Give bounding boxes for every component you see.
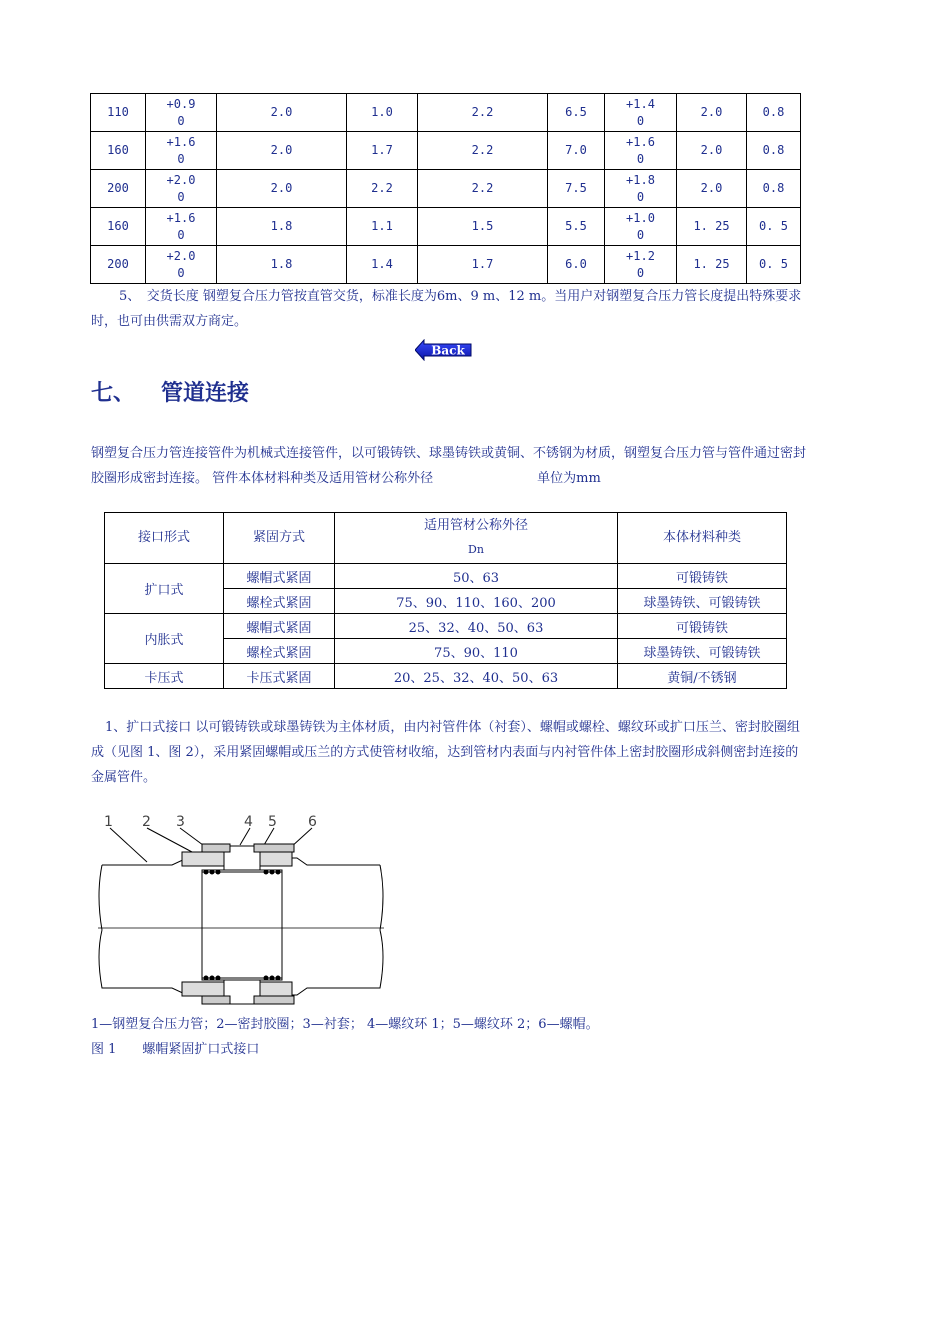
table-row <box>105 614 787 639</box>
table-cell: 1.0 <box>347 94 418 132</box>
tolerance-value: +2.0 <box>166 248 196 263</box>
delivery-length-paragraph: 5、 交货长度 钢塑复合压力管按直管交货，标准长度为6m、9 m、12 m。当用户对钢塑复合压力管长度提出特殊要求时，也可由供需双方商定。 <box>91 289 802 329</box>
table-row <box>91 208 801 246</box>
table-cell: 螺栓式紧固 <box>224 639 335 664</box>
table-cell: 200 <box>91 246 146 284</box>
table-cell: 螺栓式紧固 <box>224 589 335 614</box>
section-title: 管道连接 <box>161 381 250 406</box>
table-cell: 1. 25 <box>677 208 747 246</box>
table-cell: 1.7 <box>347 132 418 170</box>
table-cell: 螺帽式紧固 <box>224 614 335 639</box>
table-cell: 75、90、110 <box>335 639 618 664</box>
part-number-label: 1 <box>104 814 113 830</box>
table-cell: 20、25、32、40、50、63 <box>335 664 618 689</box>
tolerance-value: +1.6 <box>166 134 196 149</box>
table-cell: 7.0 <box>548 132 605 170</box>
tolerance-value: +1.8 <box>626 172 655 187</box>
table-cell: 可锻铸铁 <box>618 564 787 589</box>
table-cell: 0. 5 <box>747 208 801 246</box>
table-cell: 1.8 <box>217 208 347 246</box>
table-row <box>91 170 801 208</box>
part-number-label: 2 <box>142 814 151 830</box>
table-row <box>91 94 801 132</box>
joint-type-cell: 内胀式 <box>105 614 224 664</box>
table-cell: 可锻铸铁 <box>618 614 787 639</box>
table-row <box>105 564 787 589</box>
header-diameter-line2: Dn <box>468 543 484 556</box>
tolerance-value: +1.4 <box>626 96 655 111</box>
table-cell: 球墨铸铁、可锻铸铁 <box>618 589 787 614</box>
table-cell: 2.2 <box>418 94 548 132</box>
section-heading <box>91 376 249 407</box>
header-fastening: 紧固方式 <box>224 513 335 564</box>
table-cell <box>605 94 677 132</box>
part-number-label: 6 <box>308 814 317 830</box>
header-diameter-line1: 适用管材公称外径 <box>423 518 528 533</box>
table-row <box>91 246 801 284</box>
table-row <box>91 132 801 170</box>
tolerance-value: 0 <box>636 113 645 128</box>
table-cell <box>605 132 677 170</box>
table-cell: 0. 5 <box>747 246 801 284</box>
part-number-label: 3 <box>176 814 185 830</box>
tolerance-value: 0 <box>177 265 185 280</box>
connection-table <box>104 512 787 689</box>
table-cell <box>146 94 217 132</box>
table-cell <box>146 208 217 246</box>
table-cell: 1.5 <box>418 208 548 246</box>
table-cell <box>605 246 677 284</box>
table-cell: 0.8 <box>747 94 801 132</box>
table-cell: 25、32、40、50、63 <box>335 614 618 639</box>
table-cell: 110 <box>91 94 146 132</box>
back-button[interactable] <box>415 339 473 361</box>
table-cell: 1.7 <box>418 246 548 284</box>
tolerance-value: 0 <box>636 189 645 204</box>
part-number-label: 4 <box>244 814 253 830</box>
section-number: 七、 <box>91 381 136 406</box>
table-cell: 2.2 <box>418 132 548 170</box>
joint-type-cell: 卡压式 <box>105 664 224 689</box>
header-joint-type: 接口形式 <box>105 513 224 564</box>
table-cell: 6.5 <box>548 94 605 132</box>
tolerance-value: 0 <box>177 151 185 166</box>
table-cell <box>146 246 217 284</box>
tolerance-value: 0 <box>636 151 645 166</box>
table-row <box>105 664 787 689</box>
tolerance-value: +1.6 <box>166 210 196 225</box>
spec-table <box>90 93 801 284</box>
tolerance-value: 0 <box>177 189 185 204</box>
table-cell: 1. 25 <box>677 246 747 284</box>
tolerance-value: +2.0 <box>166 172 196 187</box>
table-cell: 200 <box>91 170 146 208</box>
table-header-row <box>105 513 787 564</box>
figure-caption: 图 1 螺帽紧固扩口式接口 <box>91 1042 260 1057</box>
tolerance-value: 0 <box>636 265 645 280</box>
table-cell: 球墨铸铁、可锻铸铁 <box>618 639 787 664</box>
table-cell: 7.5 <box>548 170 605 208</box>
table-cell: 1.4 <box>347 246 418 284</box>
table-cell: 160 <box>91 132 146 170</box>
table-cell: 1.8 <box>217 246 347 284</box>
tolerance-value: +1.6 <box>626 134 655 149</box>
table-cell: 2.0 <box>217 132 347 170</box>
table-cell: 2.2 <box>418 170 548 208</box>
tolerance-value: 0 <box>177 113 185 128</box>
table-cell: 1.1 <box>347 208 418 246</box>
table-cell: 50、63 <box>335 564 618 589</box>
table-cell: 0.8 <box>747 170 801 208</box>
table-cell <box>605 170 677 208</box>
header-material: 本体材料种类 <box>618 513 787 564</box>
tolerance-value: 0 <box>636 227 645 242</box>
table-cell: 6.0 <box>548 246 605 284</box>
table-cell: 0.8 <box>747 132 801 170</box>
table-cell: 75、90、110、160、200 <box>335 589 618 614</box>
header-diameter <box>335 513 618 564</box>
tolerance-value: 0 <box>177 227 185 242</box>
table-cell: 5.5 <box>548 208 605 246</box>
back-label: Back <box>431 343 465 358</box>
table-cell <box>146 132 217 170</box>
tolerance-value: +1.2 <box>626 248 655 263</box>
table-cell: 2.2 <box>347 170 418 208</box>
table-cell <box>605 208 677 246</box>
intro-paragraph: 钢塑复合压力管连接管件为机械式连接管件，以可锻铸铁、球墨铸铁或黄铜、不锈钢为材质，钢塑复合压力管与管件通过密封胶圈形成密封连接。 管件本体材料种类及适用管材公称外径 单位为mm <box>91 446 807 486</box>
table-cell: 2.0 <box>217 94 347 132</box>
tolerance-value: +1.0 <box>626 210 655 225</box>
joint-type-cell: 扩口式 <box>105 564 224 614</box>
part-number-label: 5 <box>268 814 277 830</box>
table-cell: 2.0 <box>677 132 747 170</box>
flare-joint-diagram <box>92 810 392 1010</box>
table-cell: 黄铜/不锈钢 <box>618 664 787 689</box>
table-cell: 160 <box>91 208 146 246</box>
figure-legend: 1—钢塑复合压力管；2—密封胶圈；3—衬套； 4—螺纹环 1；5—螺纹环 2；6—螺帽。 <box>91 1017 599 1032</box>
flare-joint-paragraph: 1、扩口式接口 以可锻铸铁或球墨铸铁为主体材质，由内衬管件体（衬套）、螺帽或螺栓、螺纹环或扩口压兰、密封胶圈组成（见图 1、图 2），采用紧固螺帽或压兰的方式使管材收缩，达到管材内表面与内衬管件体上密封胶圈形成斜侧密封连接的金属管件。 <box>91 720 800 785</box>
table-cell <box>146 170 217 208</box>
table-cell: 2.0 <box>677 94 747 132</box>
table-cell: 2.0 <box>217 170 347 208</box>
table-cell: 2.0 <box>677 170 747 208</box>
tolerance-value: +0.9 <box>166 96 196 111</box>
table-cell: 卡压式紧固 <box>224 664 335 689</box>
table-cell: 螺帽式紧固 <box>224 564 335 589</box>
back-arrow-icon <box>415 339 473 361</box>
